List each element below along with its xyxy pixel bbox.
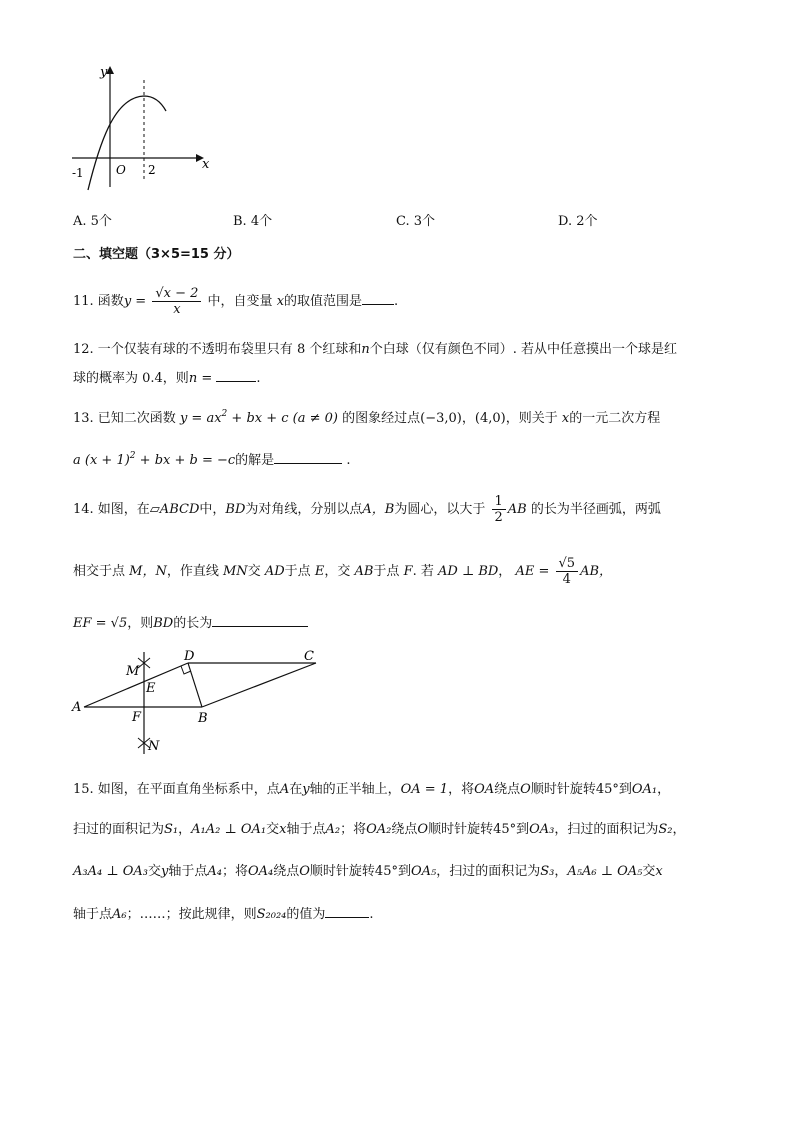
option-d: D. 2个 xyxy=(558,214,598,229)
q13-text4: 的一元二次方程 xyxy=(569,411,661,426)
question-12-line2 xyxy=(73,368,261,389)
q15-t8: 扫过的面积记为 xyxy=(73,822,165,837)
q15-t21: 顺时针旋转45°到 xyxy=(309,864,411,879)
q12-blank[interactable] xyxy=(216,368,256,382)
q13-text1: 13. 已知二次函数 xyxy=(73,411,176,426)
q15-t16: ， xyxy=(672,822,686,837)
q12-text3: 球的概率为 0.4，则 xyxy=(73,371,189,386)
q15-oa2b: OA₂ xyxy=(366,822,392,837)
q15-t11: 轴于点 xyxy=(286,822,326,837)
q15-t19: ；将 xyxy=(221,864,248,879)
q14-parallelogram: ▱ABCD xyxy=(149,502,200,517)
q15-t25: 轴于点 xyxy=(73,907,113,922)
q14-text9: 于点 xyxy=(284,564,311,579)
label-m: M xyxy=(126,664,140,679)
q11-denominator: x xyxy=(173,302,181,317)
q14-bd: BD xyxy=(225,502,246,517)
q15-a: A xyxy=(279,782,290,797)
q15-t13: 绕点 xyxy=(391,822,418,837)
q15-o2: O xyxy=(417,822,429,837)
q11-numerator: √x − 2 xyxy=(152,286,201,302)
question-14-line1 xyxy=(73,490,661,530)
q15-t23: ， xyxy=(554,864,568,879)
q15-t26: ；……；按此规律，则 xyxy=(126,907,257,922)
q14-text12: . 若 xyxy=(412,564,434,579)
q14-ab2: AB xyxy=(354,564,374,579)
q14-ae-den: 4 xyxy=(562,572,571,587)
q15-x: x xyxy=(279,822,287,837)
q14-ae-fraction xyxy=(556,556,579,587)
q13-var: x xyxy=(561,411,570,426)
question-14-line3 xyxy=(73,613,308,634)
q15-s1: S₁ xyxy=(164,822,179,837)
q14-ef: EF = √5 xyxy=(73,616,128,631)
q14-text15: 的长为 xyxy=(173,616,213,631)
question-13-line1 xyxy=(73,404,660,429)
q14-text4: 为圆心，以大于 xyxy=(394,502,486,517)
q15-y2: y xyxy=(160,864,169,879)
q15-t22: ，扫过的面积记为 xyxy=(436,864,541,879)
question-13-line2 xyxy=(73,446,350,471)
question-15-line1 xyxy=(73,780,670,800)
question-15-line3 xyxy=(73,862,663,882)
q14-mn-points: M，N xyxy=(129,564,167,579)
q15-oa4: OA₄ xyxy=(247,864,274,879)
q13-point1: (−3,0) xyxy=(420,411,462,426)
q14-mn: MN xyxy=(223,564,248,579)
parallelogram-figure xyxy=(68,648,328,758)
option-c: C. 3个 xyxy=(396,214,436,229)
q15-t20: 绕点 xyxy=(273,864,300,879)
q15-t2: 在 xyxy=(289,782,303,797)
label-n: N xyxy=(148,739,160,754)
q13-sep: ， xyxy=(461,411,475,426)
section-heading: 二、填空题（3×5=15 分） xyxy=(73,247,240,262)
option-b: B. 4个 xyxy=(233,214,273,229)
q15-t10: 交 xyxy=(266,822,280,837)
q15-blank[interactable] xyxy=(325,904,369,918)
q13-function: $y = ax^2$ + bx + c (a ≠ 0) xyxy=(179,409,338,426)
q14-blank[interactable] xyxy=(212,613,308,627)
q14-e: E xyxy=(314,564,325,579)
q14-text13: ， xyxy=(498,564,512,579)
q14-points: A，B xyxy=(362,502,395,517)
q12-var: n xyxy=(361,342,370,357)
question-12-line1 xyxy=(73,340,677,360)
q15-oa3: OA₃ xyxy=(529,822,555,837)
q11-eq: = xyxy=(131,294,147,309)
q15-oa1: OA₁ xyxy=(631,782,658,797)
q14-text8: 交 xyxy=(247,564,261,579)
label-a: A xyxy=(72,700,82,715)
q15-t24: 交 xyxy=(642,864,656,879)
question-14-line2 xyxy=(73,552,612,592)
q15-x2: x xyxy=(655,864,663,879)
q15-y: y xyxy=(302,782,310,797)
q11-prefix: 11. 函数 xyxy=(73,294,124,309)
q14-text2: 中， xyxy=(199,502,226,517)
q15-s2024: S₂₀₂₄ xyxy=(256,907,287,922)
q15-t9: ， xyxy=(178,822,192,837)
q11-blank[interactable] xyxy=(362,291,394,305)
q14-text6: 相交于点 xyxy=(73,564,126,579)
q15-t6: 顺时针旋转45°到 xyxy=(530,782,632,797)
graph-y-label: y xyxy=(100,65,108,80)
q14-fraction xyxy=(492,494,506,525)
q13-blank[interactable] xyxy=(274,450,342,464)
label-b: B xyxy=(198,711,208,726)
q14-text7: ，作直线 xyxy=(166,564,219,579)
q11-var: x xyxy=(276,294,285,309)
q14-text14: ，则 xyxy=(127,616,154,631)
q15-t14: 顺时针旋转45°到 xyxy=(428,822,530,837)
q13-point2: (4,0) xyxy=(474,411,506,426)
q14-text5: 的长为半径画弧，两弧 xyxy=(530,502,661,517)
q15-a1a2: A₁A₂ ⊥ OA₁ xyxy=(191,822,267,837)
q15-oa2: OA xyxy=(474,782,495,797)
q15-a6: A₆ xyxy=(112,907,127,922)
question-15-line4 xyxy=(73,904,374,925)
q14-frac-den: 2 xyxy=(494,510,503,525)
q14-ae-tail: AB， xyxy=(580,564,613,579)
q14-f: F xyxy=(403,564,413,579)
q15-s3: S₃ xyxy=(540,864,555,879)
q15-t18: 轴于点 xyxy=(168,864,208,879)
q15-s2: S₂ xyxy=(658,822,673,837)
q11-fraction xyxy=(152,286,201,317)
q13-end: . xyxy=(346,453,351,468)
q14-perp: AD ⊥ BD xyxy=(438,564,499,579)
q15-t4: ，将 xyxy=(448,782,475,797)
q14-ae-num: √5 xyxy=(556,556,579,572)
q15-t7: ， xyxy=(657,782,671,797)
q15-end: . xyxy=(369,907,374,922)
question-15-line2 xyxy=(73,820,686,840)
q12-n-eq: n = xyxy=(188,371,213,386)
q14-text3: 为对角线，分别以点 xyxy=(245,502,363,517)
q15-a4: A₄ xyxy=(207,864,222,879)
q13-text2: 的图象经过点 xyxy=(342,411,421,426)
q12-text2: 个白球（仅有颜色不同）. 若从中任意摸出一个球是红 xyxy=(369,342,677,357)
q15-t3: 轴的正半轴上， xyxy=(309,782,401,797)
q14-text10: ，交 xyxy=(324,564,351,579)
q14-frac-num: 1 xyxy=(492,494,506,510)
question-11: 11. 函数y = $\frac{√x - 2}{x}$ 中，自变量 x的取值范围是 . xyxy=(73,286,399,317)
label-e: E xyxy=(146,681,156,696)
option-a: A. 5个 xyxy=(73,214,112,229)
q15-t12: ；将 xyxy=(340,822,367,837)
label-f: F xyxy=(132,710,142,725)
q14-ae: AE = xyxy=(515,564,550,579)
q15-t15: ，扫过的面积记为 xyxy=(554,822,659,837)
graph-origin-label: O xyxy=(116,163,126,177)
parabola-graph xyxy=(66,62,216,192)
q13-text3: ，则关于 xyxy=(505,411,558,426)
q15-t1: 15. 如图，在平面直角坐标系中，点 xyxy=(73,782,280,797)
q13-equation: a $(x + 1)^2$ + bx + b = −c xyxy=(73,451,236,468)
q12-text1: 12. 一个仅装有球的不透明布袋里只有 8 个红球和 xyxy=(73,342,362,357)
q14-text11: 于点 xyxy=(373,564,400,579)
q15-a3a4: A₃A₄ ⊥ OA₃ xyxy=(73,864,148,879)
q15-t27: 的值为 xyxy=(286,907,326,922)
q12-end: . xyxy=(256,371,261,386)
q13-text5: 的解是 xyxy=(235,453,275,468)
q15-t17: 交 xyxy=(147,864,161,879)
q14-bd2: BD xyxy=(153,616,174,631)
q11-suffix: 中，自变量 xyxy=(207,294,273,309)
graph-x-label: x xyxy=(202,157,210,172)
q14-ad: AD xyxy=(264,564,285,579)
q11-suffix2: 的取值范围是 xyxy=(284,294,363,309)
q14-ab: AB xyxy=(507,502,527,517)
q15-o3: O xyxy=(299,864,310,879)
q11-func-var: y xyxy=(123,294,132,309)
q15-t5: 绕点 xyxy=(494,782,521,797)
label-c: C xyxy=(304,649,314,664)
q15-o: O xyxy=(520,782,531,797)
graph-root-label: -1 xyxy=(72,166,84,180)
q15-oa: OA = 1 xyxy=(400,782,449,797)
graph-vertex-label: 2 xyxy=(148,163,156,177)
q15-oa5: OA₅ xyxy=(410,864,437,879)
q15-a5a6: A₅A₆ ⊥ OA₅ xyxy=(567,864,643,879)
label-d: D xyxy=(184,649,195,664)
q14-text1: 14. 如图，在 xyxy=(73,502,150,517)
q15-a2: A₂ xyxy=(325,822,341,837)
